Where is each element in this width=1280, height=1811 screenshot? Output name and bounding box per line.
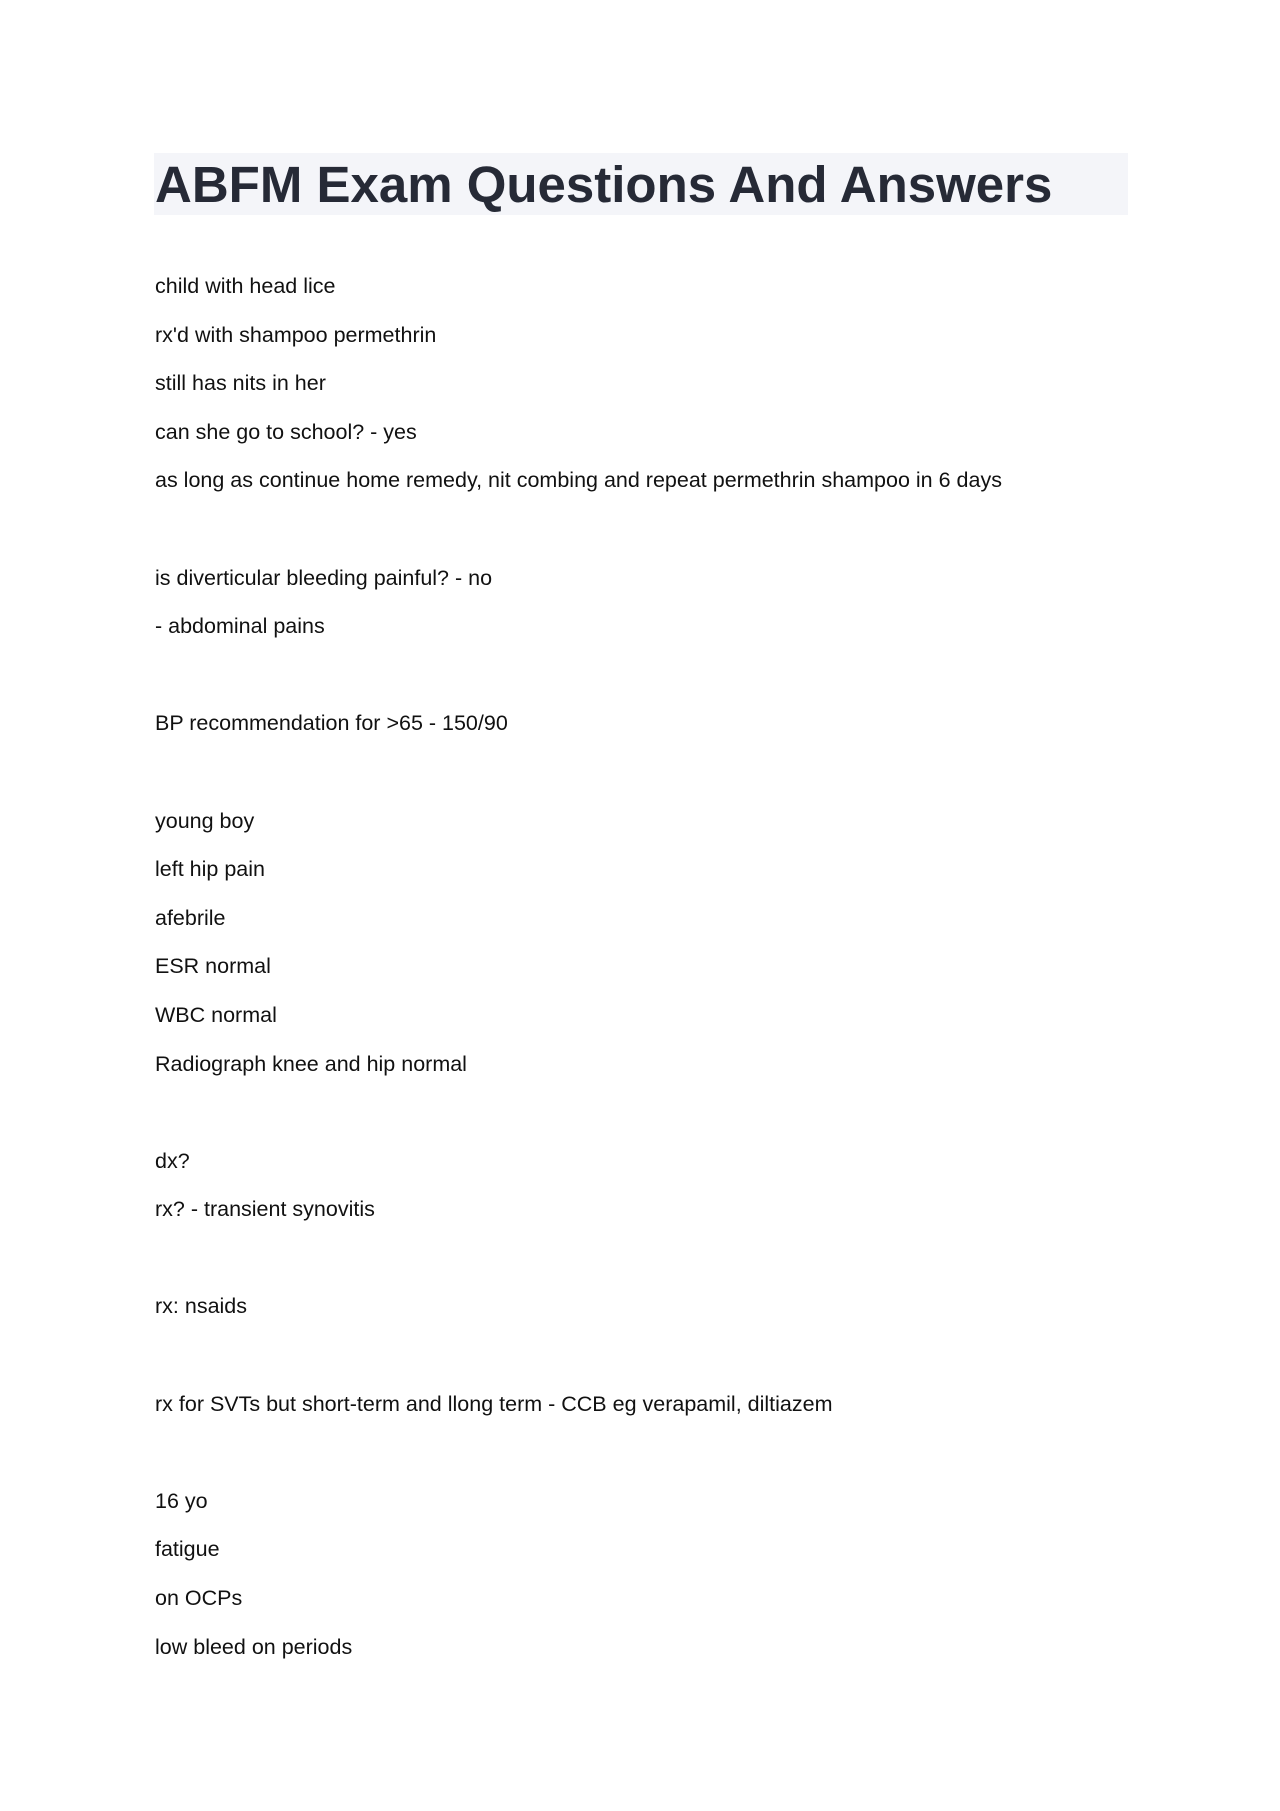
text-line: young boy [155,808,255,833]
text-line: 16 yo [155,1488,208,1513]
blank-line [155,1234,1115,1283]
document-title: ABFM Exam Questions And Answers [155,156,1053,213]
blank-line [155,1088,1115,1137]
text-line: dx? [155,1148,190,1173]
text-line: can she go to school? - yes [155,419,417,444]
document-body [155,262,1115,1671]
blank-line [155,1428,1115,1477]
blank-line [155,1331,1115,1380]
text-line: as long as continue home remedy, nit combing and repeat permethrin shampoo in 6 days [155,468,1002,493]
text-line: afebrile [155,905,226,930]
text-line: child with head lice [155,274,336,298]
text-line: is diverticular bleeding painful? - no [155,565,493,590]
text-line: left hip pain [155,857,265,882]
blank-line [155,651,1115,700]
text-line: rx'd with shampoo permethrin [155,322,437,347]
blank-line [155,748,1115,797]
text-line: ESR normal [155,954,271,979]
text-line: fatigue [155,1537,220,1562]
blank-line [155,505,1115,554]
text-line: rx for SVTs but short-term and llong term - CCB eg verapamil, diltiazem [155,1391,833,1416]
text-line: Radiograph knee and hip normal [155,1051,467,1076]
text-line: WBC normal [155,1002,277,1027]
text-line: rx: nsaids [155,1294,248,1319]
text-line: rx? - transient synovitis [155,1197,375,1222]
text-line: still has nits in her [155,371,326,396]
text-line: low bleed on periods [155,1634,353,1659]
text-line: - abdominal pains [155,614,325,639]
text-line: on OCPs [155,1586,243,1611]
text-line: BP recommendation for >65 - 150/90 [155,711,508,736]
